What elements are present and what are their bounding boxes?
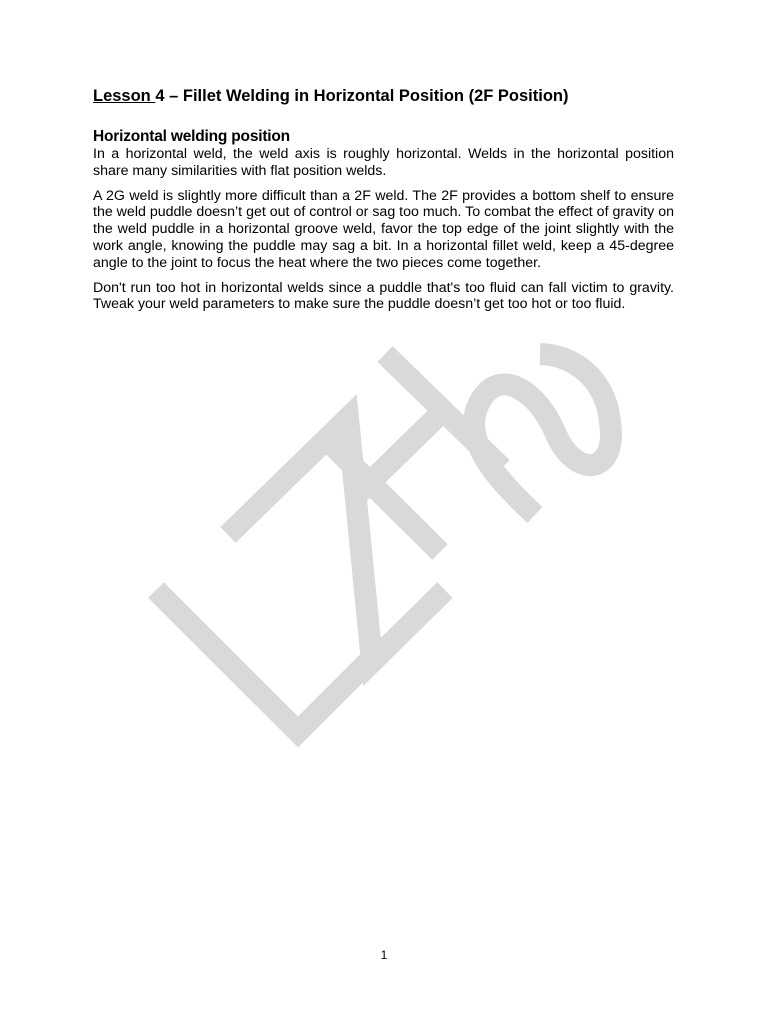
paragraph-2: A 2G weld is slightly more difficult than a 2F weld. The 2F provides a bottom shelf to ensure the weld puddle doesn’t get out of control or sag too much. To combat the effect of gravity on the weld puddle in a horizontal groove weld, favor the top edge of the joint slightly with the work angle, knowing the puddle may sag a bit. In a horizontal fillet weld, keep a 45-degree angle to the joint to focus the heat where the two pieces come together. — [93, 187, 674, 271]
paragraph-1: In a horizontal weld, the weld axis is roughly horizontal. Welds in the horizontal position share many similarities with flat position welds. — [93, 146, 674, 179]
watermark-letter-l — [156, 590, 375, 732]
paragraph-3: Don't run too hot in horizontal welds since a puddle that's too fluid can fall victim to gravity. Tweak your weld parameters to make sure the puddle doesn’t get too hot or too fluid. — [93, 279, 674, 313]
section-heading: Horizontal welding position — [93, 128, 290, 145]
lesson-title-prefix: Lesson — [93, 87, 156, 105]
watermark-letter-s — [474, 354, 611, 515]
page-number: 1 — [380, 948, 388, 962]
lesson-title-rest: 4 – Fillet Welding in Horizontal Position (2F Position) — [155, 87, 569, 105]
document-body — [93, 86, 674, 321]
lesson-title — [93, 86, 674, 106]
lnhs-watermark — [120, 340, 640, 760]
